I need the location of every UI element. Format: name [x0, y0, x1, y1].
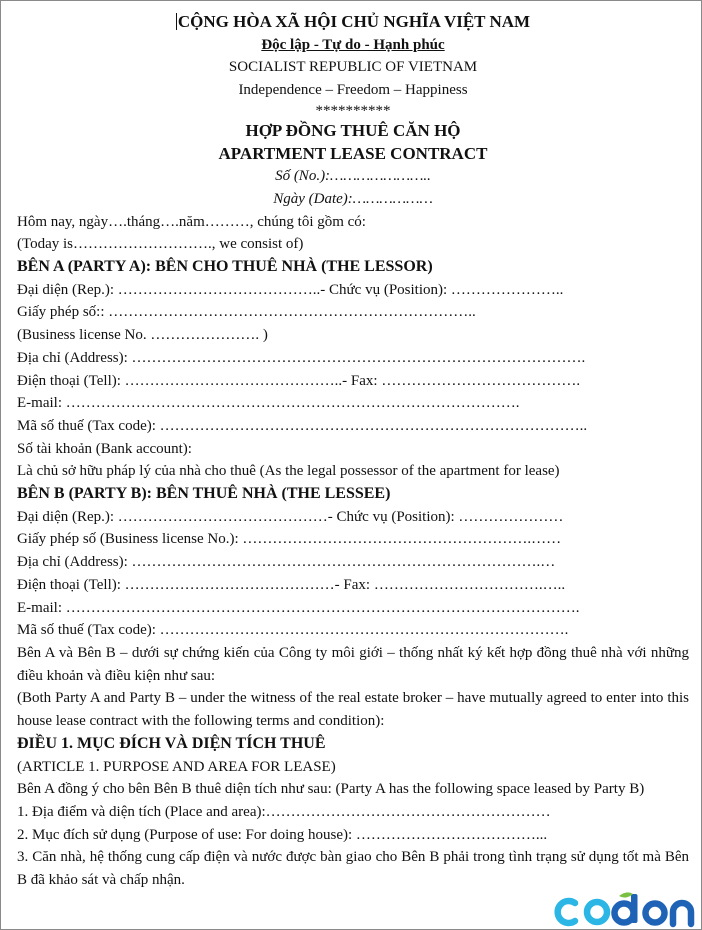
party-a-email: E-mail: ………………………………………………………………………………. [17, 395, 520, 412]
party-a-address: Địa chỉ (Address): ………………………………………………………………………………. [17, 349, 586, 366]
codon-logo-watermark [553, 891, 700, 929]
party-a-license-en: (Business license No. …………………. ) [17, 327, 268, 344]
intro-today-en: (Today is………………………., we consist of) [17, 236, 304, 253]
contract-number: Số (No.):………………….. [275, 168, 431, 185]
contract-title-en: APARTMENT LEASE CONTRACT [218, 143, 488, 163]
party-a-license: Giấy phép số:: ……………………………………………………………….. [17, 304, 476, 321]
article-1-heading-en: (ARTICLE 1. PURPOSE AND AREA FOR LEASE) [17, 758, 336, 775]
codon-logo [558, 892, 691, 924]
party-b-address: Địa chỉ (Address): ……………………………………………………………………….… [17, 554, 556, 571]
contract-title-vn: HỢP ĐỒNG THUÊ CĂN HỘ [245, 120, 461, 140]
party-a-phone: Điện thoại (Tell): ……………………………………..- Fax: …………………………………. [17, 372, 581, 389]
intro-today-vn: Hôm nay, ngày….tháng….năm………, chúng tôi gồm có: [17, 213, 366, 230]
party-b-phone: Điện thoại (Tell): ……………………………………- Fax: …………………………….….. [17, 576, 566, 593]
party-b-tax: Mã số thuế (Tax code): ………………………………………………………………………. [17, 622, 569, 639]
party-b-rep: Đại diện (Rep.): ……………………………………- Chức vụ (Position): ………………… [17, 508, 564, 525]
article-1-item-1: 1. Địa điểm và diện tích (Place and area):………………………………………………… [17, 803, 551, 820]
article-1-item-3: 3. Căn nhà, hệ thống cung cấp điện và nước được bàn giao cho Bên B phải trong tình trạng sử dụng tốt mà Bên B đã khảo sát và chấp nhận. [17, 849, 689, 889]
text-cursor [176, 13, 177, 30]
contract-date: Ngày (Date):……………… [273, 190, 433, 207]
national-title-en: SOCIALIST REPUBLIC OF VIETNAM [228, 59, 478, 76]
party-b-email: E-mail: …………………………………………………………………………………………. [17, 599, 580, 616]
party-a-owner: Là chủ sở hữu pháp lý của nhà cho thuê (As the legal possessor of the apartment for lease) [17, 463, 560, 480]
national-motto-vn: Độc lập - Tự do - Hạnh phúc [261, 36, 445, 53]
article-1-item-2: 2. Mục đích sử dụng (Purpose of use: For doing house): ………………………………... [17, 826, 548, 843]
article-1-heading: ĐIỀU 1. MỤC ĐÍCH VÀ DIỆN TÍCH THUÊ [17, 734, 326, 752]
agreement-en: (Both Party A and Party B – under the witness of the real estate broker – have mutually agreed to enter into this house lease contract with the following terms and condition): [17, 690, 689, 730]
agreement-vn: Bên A và Bên B – dưới sự chứng kiến của Công ty môi giới – thống nhất ký kết hợp đồng thuê nhà với những điều khoản và điều kiện như sau: [17, 644, 689, 684]
party-b-heading: BÊN B (PARTY B): BÊN THUÊ NHÀ (THE LESSEE) [17, 485, 391, 503]
party-a-rep: Đại diện (Rep.): …………………………………..- Chức vụ (Position): ………………….. [17, 281, 564, 298]
national-title-vn: CỘNG HÒA XÃ HỘI CHỦ NGHĨA VIỆT NAM [177, 12, 531, 31]
party-a-tax: Mã số thuế (Tax code): ………………………………………………………………………….. [17, 417, 588, 434]
national-motto-en: Independence – Freedom – Happiness [238, 82, 468, 99]
contract-document [17, 11, 689, 892]
article-1-intro: Bên A đồng ý cho bên Bên B thuê diện tích như sau: (Party A has the following space leased by Party B) [17, 781, 645, 798]
party-a-bank: Số tài khoản (Bank account): [17, 440, 192, 457]
party-a-heading: BÊN A (PARTY A): BÊN CHO THUÊ NHÀ (THE LESSOR) [17, 258, 433, 276]
separator-stars: ********** [315, 102, 391, 119]
party-b-license: Giấy phép số (Business license No.): ………………………………………………….…… [17, 531, 562, 548]
